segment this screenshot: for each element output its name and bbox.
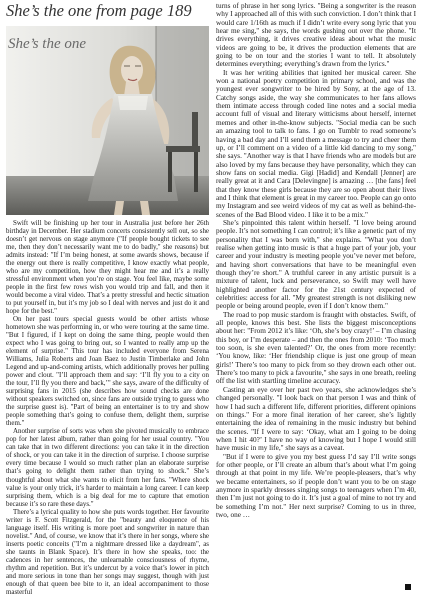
article-paragraph: Swift will be finishing up her tour in Australia just before her 26th birthday in December. Her stadium concerts consistently sell out, so she doesn’t get nervous on stage anymore ("If people bought tickets to see me, then they don’t necessarily want me to do badly," she reasons) but admits instead: "If I’m being honest, at some awards shows, because if the energy out there is really competitive, I know exactly what people, who are my competition, how they might hear me and it’s a really stressful environment when you’re on stage. You feel like, maybe some people in the first few rows wish you would trip and fall, and then it would become a viral video. That’s a pretty stressful and hectic situation to put yourself in, but it’s my job so I deal with nerves and just do it and hope for the best." bbox=[6, 219, 209, 316]
article-paragraph: She’s pinpointed this talent within herself. "I love being around people. It’s not something I can control; it’s like a genetic part of my personality that I was born with," she explains. "What you don’t realise when getting into music is that a huge part of your job, your career and your industry is meeting people you’ve never met before, and having short conversations that have to be meaningful even though they’re short." A truthful career in any artistic pursuit is a mixture of talent, luck and perseverance, so Swift may well have highlighted another factor for the 21st century expected of celebrities: access for all. "My greatest strength is not disliking new people or being around people, even if I don’t know them." bbox=[216, 218, 416, 311]
article-paragraph: There’s a lyrical quality to how she puts words together. Her favourite writer is F. Scott Fitzgerald, for the "beauty and eloquence of his language itself. His writing is more poet and songwriter in nature than novelist." And, of course, we know that it’s there in her songs, where she inserts poetic conceits ("I’m a nightmare dressed like a daydream", as she taunts in Blank Space). It’s there in how she speaks, too: the cadences in her sentences, the unlearnable consciousness of rhyme, rhythm and repetition. But it’s undercut by a voice that’s lower in pitch and more serious in tone than her songs may suggest, though with just enough of that queen bee bite to it, an ideal accompaniment to those masterful bbox=[6, 507, 209, 596]
article-paragraph: On her past tours special guests would be other artists whose hometown she was performing in, or who were touring at the same time. "But I figured, if I kept on doing the same thing, people would then expect who I was going to bring out, so I wanted to really amp up the element of surprise." This tour has included everyone from Serena Williams, Julia Roberts and Joan Baez to Justin Timberlake and John Legend and up-and-coming artists, which additionally proves her pulling power and clout. "I’ll approach them and say: ‘I’ll fly you to a city on the tour, I’ll fly you there and back,’" she says, aware of the difficulty of surprising fans in 2015 (she describes how sound checks are done without speakers switched on, since fans are outside trying to guess who the surprise guest is). "Part of being an entertainer is to try and show people something that’s going to confuse them, delight them, surprise them." bbox=[6, 315, 209, 428]
cover-photo bbox=[6, 26, 209, 215]
article-paragraph: The road to pop music stardom is fraught with obstacles. Swift, of all people, knows this best. She lists the biggest misconceptions about her: "From 2012 it’s like: ‘Oh, she’s boy crazy!’ – I’m chasing this boy, or I’m desperate – and then the ones from 2010: ‘Too much too soon, is she even talented?’ Or, the ones from more recently: ‘You know, like: ‘Her friendship clique is just one group of mean girls!’ There’s too many to pick from so they drown each other out. There’s too many to pick a favourite," she says in one breath, reeling off the list with startling timeline accuracy. bbox=[216, 310, 416, 386]
article-paragraph: "But if I were to give you my best guess I’d say I’ll write songs for other people, or I’ll create an album that’s about what I’m going through at that point in my life. We’re people-pleasers, that’s why we became entertainers, so if people don’t want you to be on stage anymore in sparkly dresses singing songs to teenagers when I’m 40, then I’m just not going to do it. It’s just a goal of mine to not try and be something I’m not." Her next surprise? Coming to us in three, two, one … bbox=[216, 452, 416, 519]
photo-overlay-title: She’s the one bbox=[8, 36, 87, 52]
article-paragraph: Another surprise of sorts was when she pivoted musically to embrace pop for her latest album, rather than going for her usual country. "You can take that in two different directions: you can take it in the direction of shock, or you can take it in the direction of surprise. I choose surprise every time because I would so much rather plan an elaborate surprise that’s going to delight them rather than trying to shock." She’s thoughtful about what she wants to elicit from her fans. "Where shock value is your only trick, it’s harder to maintain a long career. I can keep surprising them, which is a big deal for me to capture that emotion because it’s so rare these days." bbox=[6, 427, 209, 508]
end-of-article-mark bbox=[405, 584, 411, 590]
article-paragraph: turns of phrase in her song lyrics. "Being a songwriter is the reason why I approached all of this with such conviction. I don’t think that I would care 1/16th as much if I didn’t write every song lyric that you hear me sing," she says, the words gushing out over the phone. "It drives everything, it drives creative ideas about what the music videos are going to be, it drives the production elements that are going to be on tour and the stories I want to tell. It absolutely determines everything; everything’s drawn from the lyrics." bbox=[216, 2, 417, 69]
article-column-left bbox=[6, 219, 209, 596]
article-paragraph: It was her writing abilities that ignited her musical career. She won a national poetry competition in primary school, and was the youngest ever songwriter to be hired by Sony, at the age of 13. Catchy songs aside, the way she communicates to her fans allows them intimate access through coded line notes and a social media account full of visual and literary witticisms about herself, internet memes and other in-the-know subjects. "Social media can be such an amazing tool to talk to fans. I go on Tumblr to read someone’s having a bad day and I’ll send them a message to try and cheer them up, or I’ll comment on a video of a little kid dancing to my song," she says. "Another way is that I have friends who are models but are also loved by my fans because they have personality, which they can show fans on social media. Gigi [Hadid] and Kendall [Jenner] are really great at it and Cara [Delevingne] is amazing … [the fans] feel that they know these girls because they are so open about their lives and I think that element is great in my career too. People can go onto my Instagram and see weird videos of my cat as well as behind-the-scenes of the Bad Blood video. I like it to be a mix." bbox=[216, 68, 416, 219]
page-header: She’s the one from page 189 bbox=[6, 1, 192, 20]
photo-illustration bbox=[6, 26, 209, 215]
article-column-right bbox=[216, 2, 416, 519]
article-paragraph: Casting an eye over her past two years, she acknowledges she’s changed personally. "I look back on that person I was and think of how I had such a different life, different priorities, different opinions on things." For a more final iteration of her career, she’s lightly entertaining the idea of remaining in the music industry but behind the scenes. "If I were to say: ‘Okay, what am I going to be doing when I hit 40?’ I have no way of knowing but I hope I would still have music in my life," she says as a caveat. bbox=[216, 385, 416, 453]
